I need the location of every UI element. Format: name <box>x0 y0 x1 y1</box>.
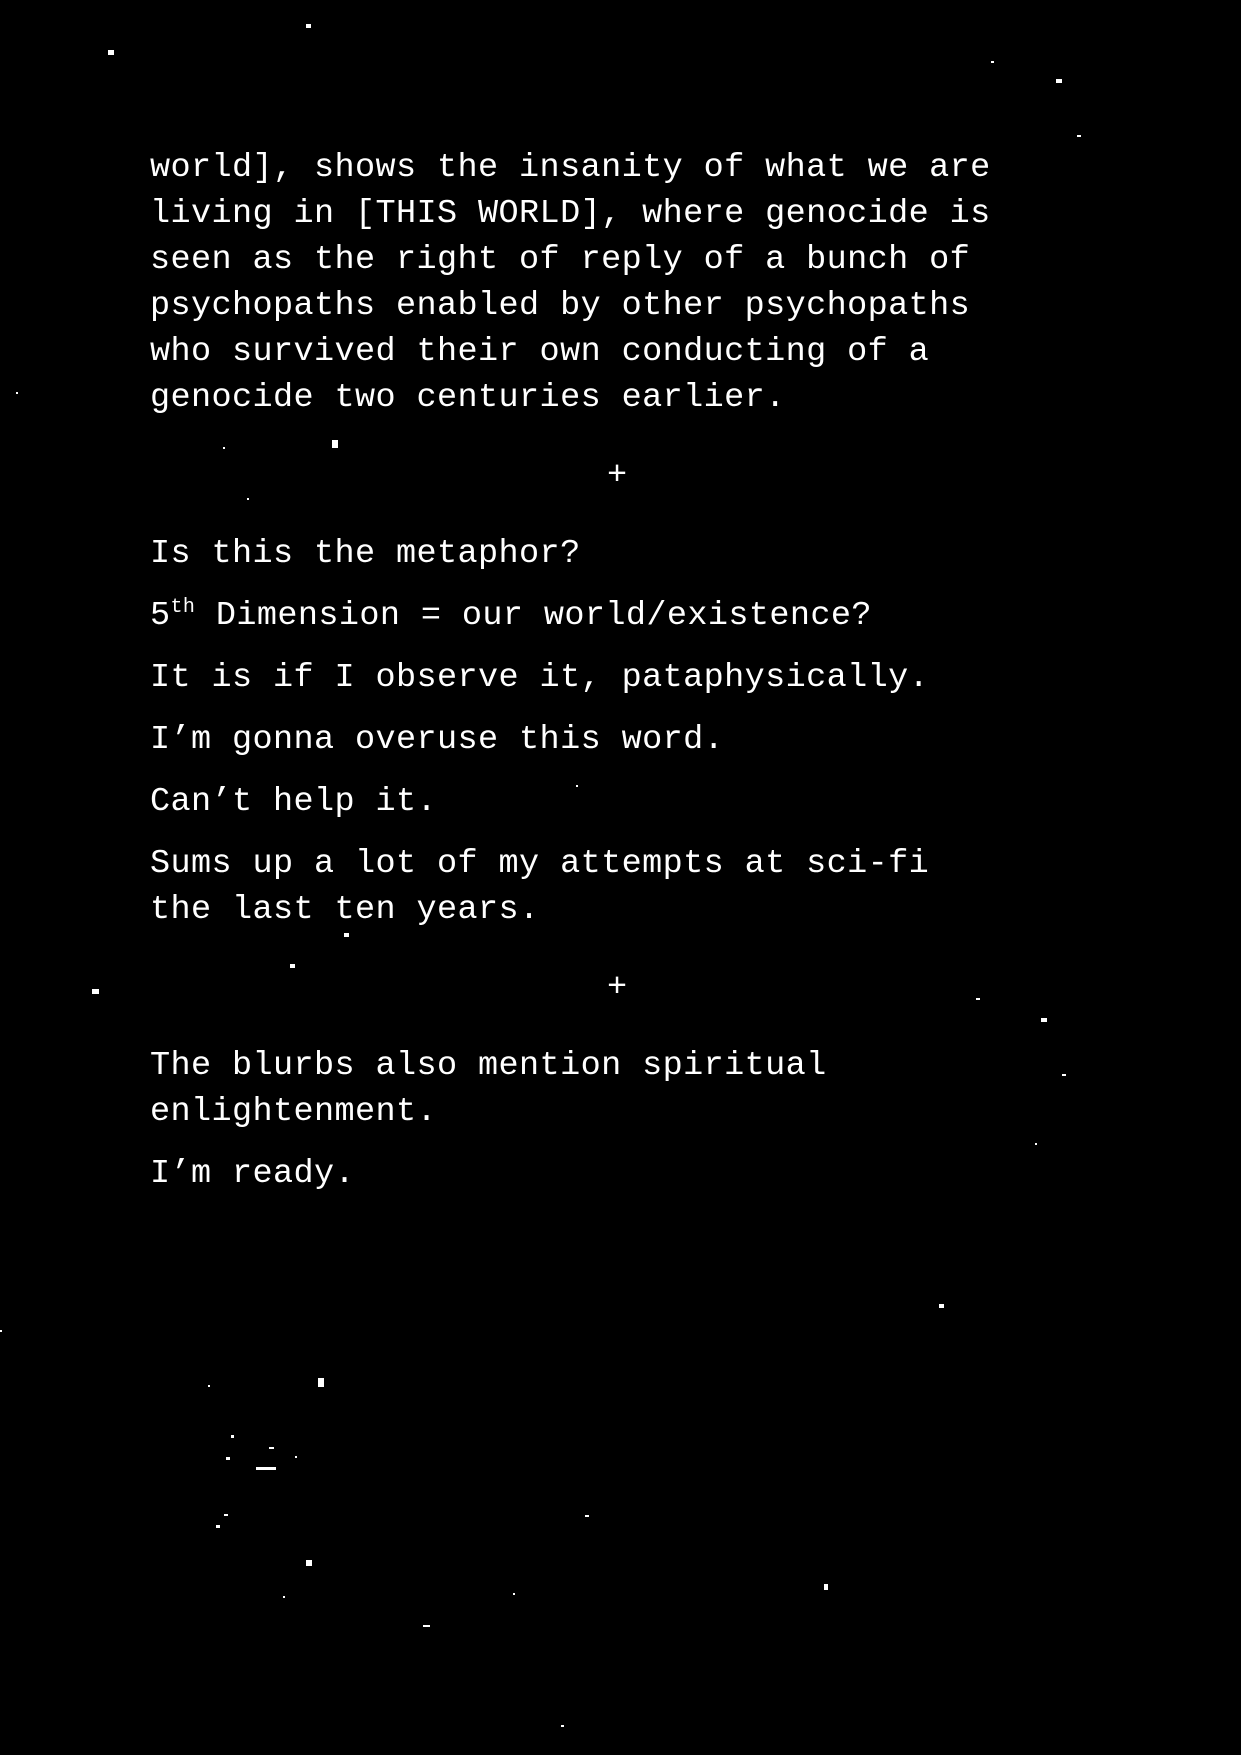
ready-line: I’m ready. <box>150 1155 356 1193</box>
speck <box>247 498 249 500</box>
speck <box>283 1596 285 1598</box>
speck <box>585 1515 589 1517</box>
dimension-text: Dimension = our world/existence? <box>195 597 872 635</box>
speck <box>223 447 225 449</box>
speck <box>1041 1018 1047 1022</box>
speck <box>295 1456 297 1458</box>
speck <box>1035 1143 1037 1145</box>
speck <box>561 1725 564 1727</box>
scifi-paragraph: Sums up a lot of my attempts at sci-fi the last ten years. <box>150 845 930 929</box>
speck <box>208 1385 210 1387</box>
speck <box>269 1447 274 1449</box>
speck <box>344 933 349 937</box>
observe-line: It is if I observe it, pataphysically. <box>150 659 930 697</box>
speck <box>423 1625 430 1627</box>
intro-paragraph: world], shows the insanity of what we are living in [THIS WORLD], where genocide is seen as the right of reply of a bunch of psychopaths enabled by other psychopaths who survived their own conducting of a genocide two centuries earlier. <box>150 149 991 417</box>
section-divider-2 <box>150 965 1090 1011</box>
document-page <box>150 145 1090 1197</box>
dimension-number: 5 <box>150 597 171 635</box>
section-divider-1 <box>150 453 1090 499</box>
speck <box>1062 1074 1066 1076</box>
speck <box>92 989 99 994</box>
overuse-line: I’m gonna overuse this word. <box>150 721 725 759</box>
dimension-line <box>150 593 1090 639</box>
speck <box>290 964 295 968</box>
speck <box>226 1457 230 1460</box>
speck <box>306 24 311 28</box>
speck <box>216 1525 220 1528</box>
help-line: Can’t help it. <box>150 783 438 821</box>
speck <box>513 1593 515 1595</box>
speck <box>939 1304 944 1308</box>
speck <box>231 1435 234 1438</box>
speck <box>224 1514 228 1516</box>
speck <box>1056 79 1062 83</box>
speck <box>256 1467 276 1470</box>
divider-plus: + <box>607 969 628 1007</box>
speck <box>576 785 578 787</box>
speck <box>318 1378 324 1387</box>
speck <box>108 50 114 55</box>
metaphor-line: Is this the metaphor? <box>150 535 581 573</box>
speck <box>0 1330 2 1332</box>
dimension-ordinal: th <box>170 595 196 619</box>
speck <box>16 392 18 394</box>
speck <box>332 440 338 448</box>
speck <box>306 1560 312 1566</box>
speck <box>991 61 994 63</box>
speck <box>824 1584 828 1590</box>
divider-plus: + <box>607 457 628 495</box>
speck <box>1077 135 1081 137</box>
speck <box>976 998 980 1000</box>
blurbs-paragraph: The blurbs also mention spiritual enlightenment. <box>150 1047 827 1131</box>
